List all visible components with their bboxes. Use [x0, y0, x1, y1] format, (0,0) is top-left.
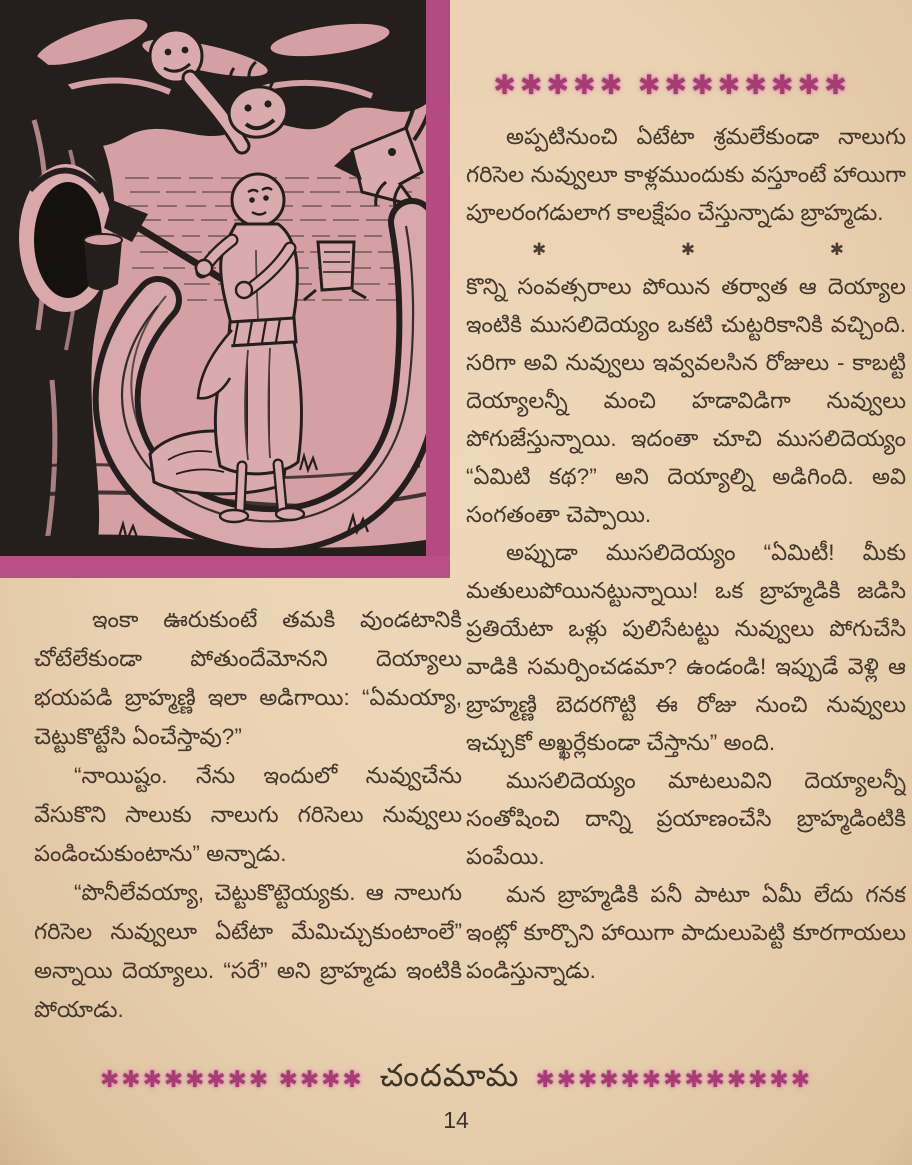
paragraph: మన బ్రాహ్మడికి పనీ పాటూ ఏమీ లేదు గనక ఇంట్లో కూర్చొని హాయిగా పాదులుపెట్టి కూరగాయలు పండిస్తున్నాడు. — [466, 882, 906, 983]
story-illustration — [0, 0, 450, 578]
paragraph: అప్పటినుంచి ఏటేటా శ్రమలేకుండా నాలుగు గరిసెల నువ్వులూ కాళ్లముందుకు వస్తూంటే హాయిగా పూలరంగడులాగ కాలక్షేపం చేస్తున్నాడు బ్రాహ్మడు. — [466, 124, 906, 225]
section-separator — [466, 234, 906, 266]
asterisk-icon: ✱ — [532, 240, 547, 259]
paragraph: ఇంకా ఊరుకుంటే తమకి వుండటానికి చోటేలేకుండా పోతుందేమోనని దెయ్యాలు భయపడి బ్రాహ్మణ్ణి ఇలా అడిగాయి: “ఏమయ్యా, చెట్టుకొట్టేసి ఏంచేస్తావు?” — [34, 607, 462, 749]
paragraph: కొన్ని సంవత్సరాలు పోయిన తర్వాత ఆ దెయ్యాల ఇంటికి ముసలిదెయ్యం ఒకటి చుట్టరికానికి వచ్చింది. సరిగా అవి నువ్వులు ఇవ్వవలసిన రోజులు - కాబట్టి దెయ్యాలన్నీ మంచి హడావిడిగా నువ్వులు పోగుజేస్తున్నాయి. ఇదంతా చూచి ముసలిదెయ్యం “ఏమిటి కథ?” అని దెయ్యాల్ని అడిగింది. అవి సంగతంతా చెప్పాయి. — [466, 274, 906, 527]
asterisk-icon: ✱ — [680, 240, 696, 259]
paragraph: ముసలిదెయ్యం మాటలువిని దెయ్యాలన్నీ సంతోషించి దాన్ని ప్రయాణంచేసి బ్రాహ్మడింటికి పంపేయి. — [466, 768, 906, 869]
woodcut-illustration-svg — [0, 0, 450, 578]
paragraph: “నాయిష్టం. నేను ఇందులో నువ్వుచేను వేసుకొని సాలుకు నాలుగు గరిసెలు నువ్వులు పండించుకుంటాను” అన్నాడు. — [34, 763, 462, 866]
top-ornament-border: ✱✱✱✱✱ ✱✱✱✱✱✱✱✱ — [493, 70, 851, 100]
right-column — [466, 118, 906, 1062]
left-column — [34, 600, 462, 1052]
page-number: 14 — [443, 1107, 469, 1133]
illustration-frame-right — [426, 0, 450, 578]
footer-ornament-left: ✱✱✱✱✱✱✱✱ ✱✱✱✱ — [100, 1066, 364, 1092]
magazine-title: చందమామ — [379, 1058, 520, 1093]
footer-ornament-right: ✱✱✱✱✱✱✱✱✱✱✱✱✱ — [535, 1066, 812, 1092]
footer — [0, 1058, 912, 1134]
illustration-frame-bottom — [0, 556, 450, 578]
paragraph: “పొనీలేవయ్యా, చెట్టుకొట్టెయ్యకు. ఆ నాలుగు గరిసెల నువ్వులూ ఏటేటా మేమిచ్చుకుంటాంలే” అన్నాయి దెయ్యాలు. “సరే” అని బ్రాహ్మడు ఇంటికి పోయాడు. — [34, 880, 462, 1022]
asterisk-icon: ✱ — [829, 240, 844, 259]
paragraph: అప్పుడా ముసలిదెయ్యం “ఏమిటీ! మీకు మతులుపోయినట్టున్నాయి! ఒక బ్రాహ్మడికి జడిసి ప్రతియేటా ఒళ్లు పులిసేటట్టు నువ్వులు పోగుచేసి వాడికి సమర్పించడమా? ఉండండి! ఇప్పుడే వెళ్లి ఆ బ్రాహ్మణ్ణి బెదరగొట్టి ఈ రోజు నుంచి నువ్వులు ఇచ్చుకో అఖ్ఖర్లేకుండా చేస్తాను” అంది. — [466, 540, 906, 755]
